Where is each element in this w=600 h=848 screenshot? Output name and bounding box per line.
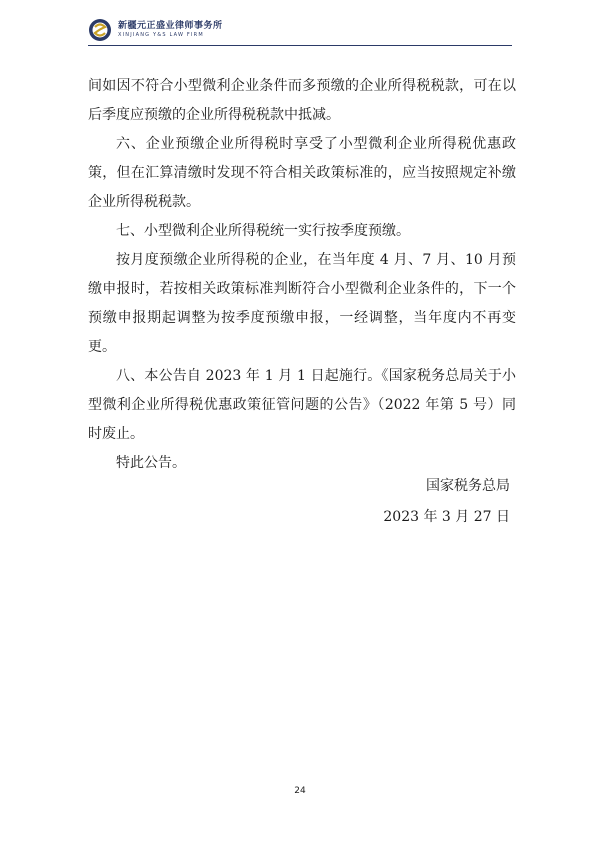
- header-divider: [88, 45, 512, 46]
- paragraph-article-7: 七、小型微利企业所得税统一实行按季度预缴。: [116, 223, 410, 239]
- paragraph-article-7-detail: 按月度预缴企业所得税的企业，在当年度 4 月、7 月、10 月预缴申报时，若按相关政策标准判断符合小型微利企业条件的，下一个预缴申报期起调整为按季度预缴申报，一经调整，当年度内不再变更。: [88, 252, 516, 355]
- paragraph-closing: 特此公告。: [116, 455, 186, 471]
- firm-name: [118, 22, 223, 38]
- page-header: [88, 18, 223, 42]
- signature-date: 2023 年 3 月 27 日: [383, 509, 510, 525]
- firm-name-cn: 新疆元正盛业律师事务所: [118, 21, 223, 31]
- paragraph-continuation: 间如因不符合小型微利企业条件而多预缴的企业所得税税款，可在以后季度应预缴的企业所得税税款中抵减。: [88, 78, 516, 123]
- paragraph-article-6: 六、企业预缴企业所得税时享受了小型微利企业所得税优惠政策，但在汇算清缴时发现不符合相关政策标准的，应当按照规定补缴企业所得税税款。: [88, 136, 516, 210]
- page-number: 24: [294, 786, 306, 796]
- firm-name-en: XINJIANG Y&S LAW FIRM: [118, 32, 204, 38]
- firm-logo-icon: [88, 18, 112, 42]
- paragraph-article-8: 八、本公告自 2023 年 1 月 1 日起施行。《国家税务总局关于小型微利企业所得税优惠政策征管问题的公告》（2022 年第 5 号）同时废止。: [88, 368, 516, 442]
- document-body: [88, 72, 516, 478]
- signature-issuer: 国家税务总局: [426, 478, 510, 494]
